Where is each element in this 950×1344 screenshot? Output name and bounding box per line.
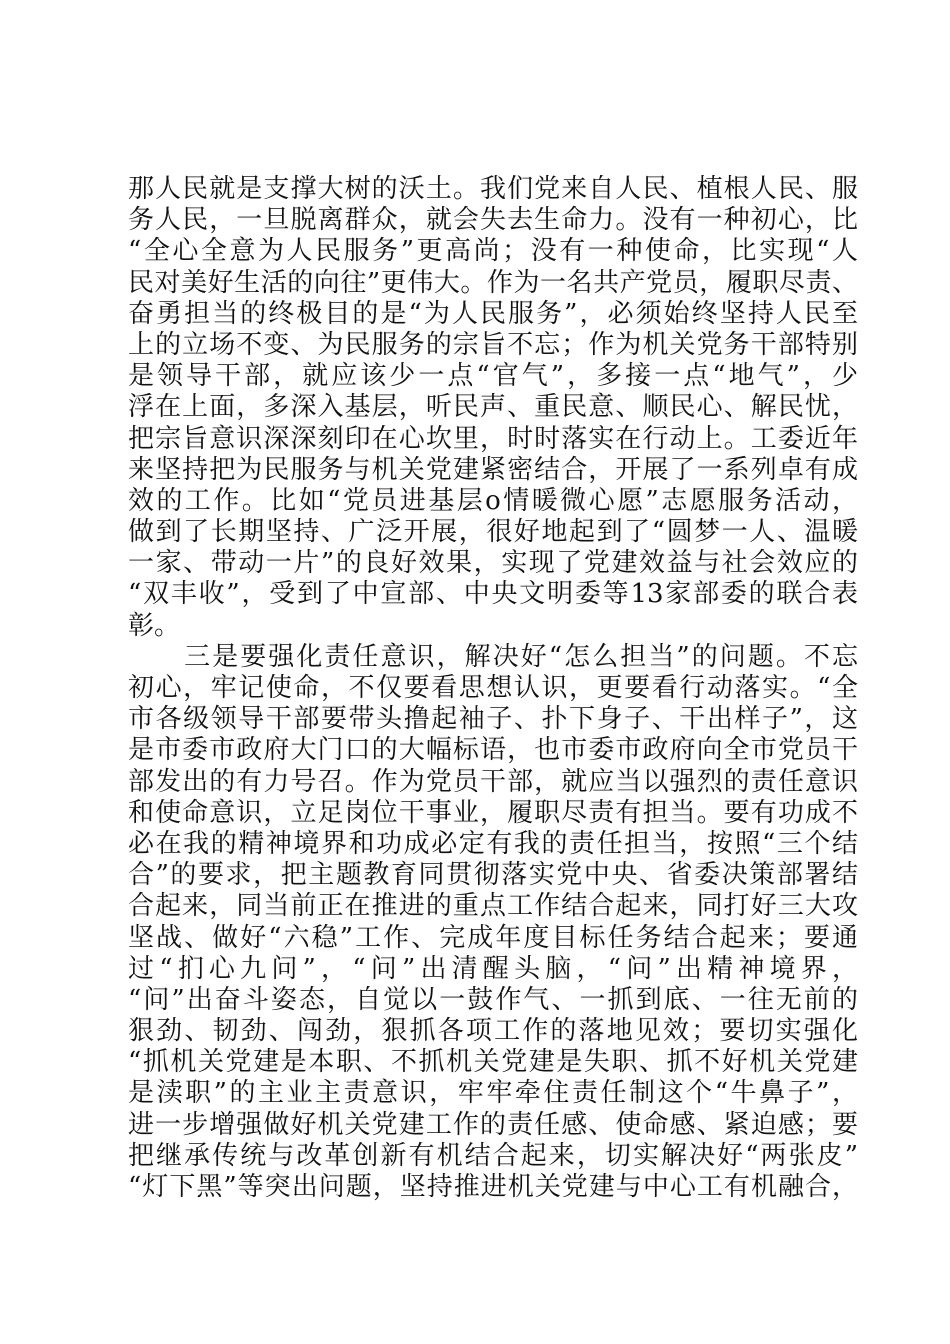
- text-line: 奋勇担当的终极目的是“为人民服务”，必须始终坚持人民至: [128, 298, 858, 329]
- text-line: 一家、带动一片”的良好效果，实现了党建效益与社会效应的: [128, 548, 858, 579]
- text-line: 效的工作。比如“党员进基层o情暖微心愿”志愿服务活动，: [128, 485, 858, 516]
- text-line: “抓机关党建是本职、不抓机关党建是失职、抓不好机关党建: [128, 1047, 858, 1078]
- text-line: 是领导干部，就应该少一点“官气”，多接一点“地气”，少: [128, 361, 858, 392]
- text-line: 坚战、做好“六稳”工作、完成年度目标任务结合起来；要通: [128, 922, 858, 953]
- text-line: 是渎职”的主业主责意识，牢牢牵住责任制这个“牛鼻子”，: [128, 1078, 858, 1109]
- text-line: 上的立场不变、为民服务的宗旨不忘；作为机关党务干部特别: [128, 329, 858, 360]
- text-line: “全心全意为人民服务”更高尚；没有一种使命，比实现“人: [128, 236, 858, 267]
- text-line: 必在我的精神境界和功成必定有我的责任担当，按照“三个结: [128, 828, 858, 859]
- text-line: “双丰收”，受到了中宣部、中央文明委等13家部委的联合表: [128, 579, 858, 610]
- text-line: 初心，牢记使命，不仅要看思想认识，更要看行动落实。“全: [128, 673, 858, 703]
- text-line: 合起来，同当前正在推进的重点工作结合起来，同打好三大攻: [128, 891, 858, 922]
- text-line: 是市委市政府大门口的大幅标语，也市委市政府向全市党员干: [128, 735, 858, 766]
- text-line: 把继承传统与改革创新有机结合起来，切实解决好“两张皮”: [128, 1140, 858, 1171]
- text-line: “灯下黑”等突出问题，坚持推进机关党建与中心工有机融合，: [128, 1172, 858, 1202]
- text-line: 狠劲、韧劲、闯劲，狠抓各项工作的落地见效；要切实强化: [128, 1016, 858, 1047]
- text-line: 浮在上面，多深入基层，听民声、重民意、顺民心、解民忧，: [128, 392, 858, 423]
- body-text: [128, 174, 858, 1203]
- text-line: 和使命意识，立足岗位干事业，履职尽责有担当。要有功成不: [128, 797, 858, 828]
- text-line: 部发出的有力号召。作为党员干部，就应当以强烈的责任意识: [128, 766, 858, 797]
- text-line: 进一步增强做好机关党建工作的责任感、使命感、紧迫感；要: [128, 1109, 858, 1140]
- paragraph-start-line: 三是要强化责任意识，解决好“怎么担当”的问题。不忘: [128, 641, 858, 672]
- text-line: 来坚持把为民服务与机关党建紧密结合，开展了一系列卓有成: [128, 454, 858, 485]
- text-line: 那人民就是支撑大树的沃土。我们党来自人民、植根人民、服: [128, 174, 858, 204]
- text-line: 务人民，一旦脱离群众，就会失去生命力。没有一种初心，比: [128, 205, 858, 236]
- text-line: 过“扪心九问”，“问”出清醒头脑，“问”出精神境界，: [128, 953, 858, 984]
- text-line: 做到了长期坚持、广泛开展，很好地起到了“圆梦一人、温暖: [128, 517, 858, 548]
- text-line: 合”的要求，把主题教育同贯彻落实党中央、省委决策部署结: [128, 860, 858, 891]
- text-line: 市各级领导干部要带头撸起袖子、扑下身子、干出样子”，这: [128, 704, 858, 735]
- text-line: 民对美好生活的向往”更伟大。作为一名共产党员，履职尽责、: [128, 267, 858, 298]
- paragraph-end-line: 彰。: [128, 610, 181, 641]
- text-line: “问”出奋斗姿态，自觉以一鼓作气、一抓到底、一往无前的: [128, 984, 858, 1015]
- text-line: 把宗旨意识深深刻印在心坎里，时时落实在行动上。工委近年: [128, 423, 858, 454]
